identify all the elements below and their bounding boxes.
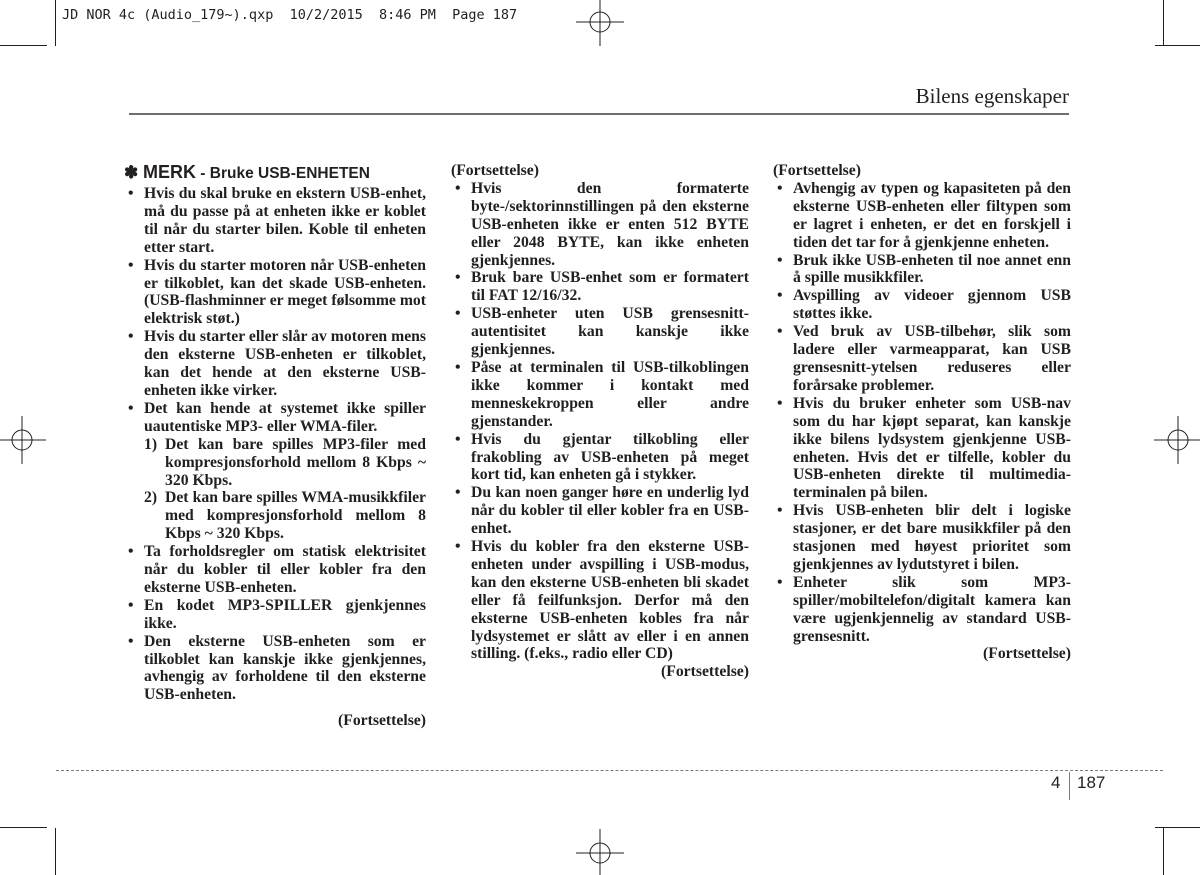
list-item: • Hvis du starter motoren når USB-enheten er tilkoblet, kan det skade USB-enheten. (USB-flashminner er meget følsomme mot elektrisk støt.) — [124, 257, 426, 329]
note-heading — [124, 162, 426, 184]
list-item: • Den eksterne USB-enheten som er tilkoblet kan kanskje ikke gjenkjennes, avhengig av forholdene til den eksterne USB-enheten. — [124, 633, 426, 705]
note-subtitle: - Bruke USB-ENHETEN — [195, 165, 370, 182]
numbered-sublist — [144, 436, 426, 543]
bullet-list — [451, 180, 749, 663]
continued-heading: (Fortsettelse) — [773, 162, 861, 179]
bullet-list — [124, 185, 426, 704]
list-item: • En kodet MP3-SPILLER gjenkjennes ikke. — [124, 597, 426, 633]
list-item: • Bruk ikke USB-enheten til noe annet enn å spille musikkfiler. — [773, 252, 1071, 288]
sublist-text: Det kan bare spilles MP3-filer med kompresjonsforhold mellom 8 Kbps ~ 320 Kbps. — [165, 435, 426, 489]
note-label: MERK — [142, 162, 196, 182]
list-item: • Hvis USB-enheten blir delt i logiske stasjoner, er det bare musikkfiler på den stasjonen med høyest prioritet som gjenkjennes av lydutstyret i bilen. — [773, 502, 1071, 574]
header-rule — [129, 113, 1069, 115]
continued-label: (Fortsettelse) — [661, 663, 749, 681]
continued-label: (Fortsettelse) — [983, 645, 1071, 663]
list-item: • Hvis du skal bruke en ekstern USB-enhet, må du passe på at enheten ikke er koblet til når du starter bilen. Koble til enheten etter start. — [124, 185, 426, 257]
bullet-list — [773, 180, 1071, 646]
list-item-text: • Det kan hende at systemet ikke spiller uautentiske MP3- eller WMA-filer. — [144, 399, 426, 435]
list-item: • Du kan noen ganger høre en underlig lyd når du kobler til eller kobler fra en USB-enhet. — [451, 484, 749, 538]
list-item: • Bruk bare USB-enhet som er formatert til FAT 12/16/32. — [451, 269, 749, 305]
column-3 — [773, 162, 1071, 663]
section-header-title: Bilens egenskaper — [915, 84, 1069, 108]
chapter-number: 4 — [1051, 773, 1061, 792]
registration-mark-bottom — [572, 829, 628, 875]
list-item: • Avhengig av typen og kapasiteten på den eksterne USB-enheten eller filtypen som er lagret i enheten, er det en forskjell i tiden det tar for å gjenkjenne enheten. — [773, 180, 1071, 252]
print-slug: JD NOR 4c (Audio_179~).qxp 10/2/2015 8:46 PM Page 187 — [62, 7, 518, 23]
footer-dashed-rule — [56, 770, 1163, 771]
page-number: 187 — [1077, 773, 1106, 792]
continued-label: (Fortsettelse) — [338, 712, 426, 730]
sublist-item — [144, 436, 426, 490]
note-asterisk-icon: ✽ — [124, 163, 139, 182]
sublist-number: 1) — [144, 435, 158, 453]
list-item: • Avspilling av videoer gjennom USB støttes ikke. — [773, 287, 1071, 323]
list-item: • Hvis du bruker enheter som USB-nav som du har kjøpt separat, kan kanskje ikke bilens lydsystem gjenkjenne USB-enheten. Hvis det er tilfelle, kobler du USB-enheten direkte til multimedia-terminalen på bilen. — [773, 395, 1071, 502]
column-2 — [451, 162, 749, 681]
page-number-divider — [1069, 772, 1070, 800]
list-item: • Påse at terminalen til USB-tilkoblingen ikke kommer i kontakt med menneskekroppen eller andre gjenstander. — [451, 359, 749, 431]
sublist-item — [144, 489, 426, 543]
registration-mark-top — [572, 0, 628, 46]
list-item: • Hvis du gjentar tilkobling eller frakobling av USB-enheten på meget kort tid, kan enheten gå i stykker. — [451, 431, 749, 485]
registration-mark-right — [1154, 412, 1200, 468]
list-item: • Hvis du starter eller slår av motoren mens den eksterne USB-enheten er tilkoblet, kan det hende at den eksterne USB-enheten ikke virker. — [124, 328, 426, 400]
list-item: • Ved bruk av USB-tilbehør, slik som ladere eller varmeapparat, kan USB grensesnitt-ytelsen reduseres eller forårsake problemer. — [773, 323, 1071, 395]
list-item: • Ta forholdsregler om statisk elektrisitet når du kobler til eller kobler fra den eksterne USB-enheten. — [124, 543, 426, 597]
list-item: • Hvis den formaterte byte-/sektorinnstillingen på den eksterne USB-enheten ikke er enten 512 BYTE eller 2048 BYTE, kan ikke enheten gjenkjennes. — [451, 180, 749, 270]
continued-heading: (Fortsettelse) — [451, 162, 539, 179]
sublist-text: Det kan bare spilles WMA-musikkfiler med kompresjonsforhold mellom 8 Kbps ~ 320 Kbps. — [165, 489, 426, 543]
list-item: • Enheter slik som MP3-spiller/mobiltelefon/digitalt kamera kan være ugjenkjennelig av standard USB-grensesnitt. — [773, 574, 1071, 646]
sublist-number: 2) — [144, 489, 158, 507]
column-1 — [124, 162, 426, 730]
registration-mark-left — [0, 412, 46, 468]
list-item: • USB-enheter uten USB grensesnitt-autentisitet kan kanskje ikke gjenkjennes. — [451, 305, 749, 359]
list-item: • Hvis du kobler fra den eksterne USB-enheten under avspilling i USB-modus, kan den eksterne USB-enheten bli skadet eller få feilfunksjon. Derfor må den eksterne USB-enheten kobles fra når lydsystemet er slått av eller i en annen stilling. (f.eks., radio eller CD) — [451, 538, 749, 663]
list-item — [124, 400, 426, 543]
